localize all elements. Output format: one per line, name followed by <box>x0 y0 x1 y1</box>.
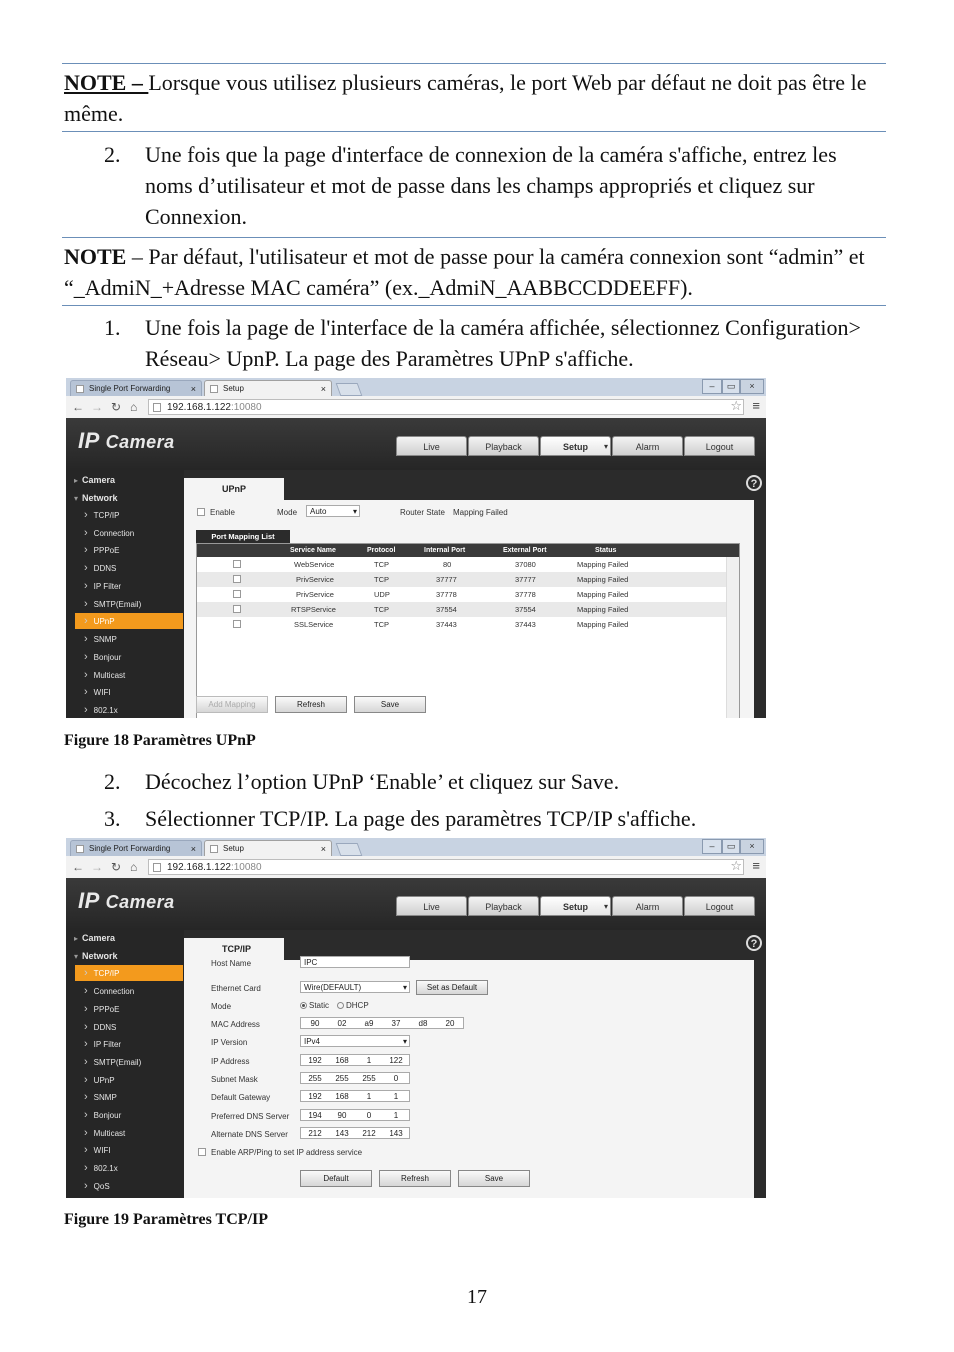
ip-address-field[interactable]: 192 168 1 122 <box>300 1054 410 1066</box>
mac-address-label: MAC Address <box>211 1020 260 1029</box>
add-mapping-button[interactable]: Add Mapping <box>196 696 268 713</box>
bookmark-star-icon[interactable]: ☆ <box>730 398 742 413</box>
step-number: 3. <box>104 806 121 831</box>
sidebar-item-ddns[interactable]: › DDNS <box>84 1019 116 1035</box>
sidebar-item-bonjour[interactable]: › Bonjour <box>84 649 121 665</box>
table-cell: RTSPService <box>291 605 336 614</box>
ethernet-card-select[interactable]: Wire(DEFAULT) ▾ <box>300 981 410 993</box>
router-state-value: Mapping Failed <box>453 508 508 517</box>
tcpip-panel <box>184 930 758 1198</box>
close-icon[interactable]: × <box>320 844 326 854</box>
bookmark-star-icon[interactable]: ☆ <box>730 858 742 873</box>
step-text: Une fois que la page d'interface de connexion de la caméra s'affiche, entrez les noms d’utilisateur et mot de passe dans les champs appropriés et cliquez sur Connexion. <box>145 142 837 229</box>
radio-icon <box>337 1002 344 1009</box>
home-icon[interactable]: ⌂ <box>130 860 138 874</box>
settings-sidebar <box>66 930 184 1198</box>
url-host: 192.168.1.122 <box>167 862 231 873</box>
ethernet-card-label: Ethernet Card <box>211 984 261 993</box>
browser-toolbar <box>66 396 766 419</box>
table-cell: 37554 <box>515 605 536 614</box>
step-text: Décochez l’option UPnP ‘Enable’ et cliquez sur Save. <box>145 769 620 794</box>
subnet-mask-field[interactable]: 255 255 255 0 <box>300 1072 410 1084</box>
sidebar-item-camera[interactable]: ▸ Camera <box>74 930 115 946</box>
sidebar-item-pppoe[interactable]: › PPPoE <box>84 542 119 558</box>
upnp-panel <box>184 470 758 718</box>
note-default-credentials <box>62 237 886 306</box>
table-cell: Mapping Failed <box>577 620 629 629</box>
browser-tab-bar <box>66 838 766 856</box>
table-cell: SSLService <box>294 620 334 629</box>
new-tab-button[interactable] <box>336 843 363 856</box>
save-button[interactable]: Save <box>458 1170 530 1187</box>
nav-tab-setup[interactable]: Setup ▾ <box>540 436 611 456</box>
page-icon <box>76 385 84 393</box>
close-icon[interactable]: × <box>190 844 196 854</box>
alternate-dns-label: Alternate DNS Server <box>211 1130 288 1139</box>
arp-ping-checkbox[interactable] <box>198 1148 206 1156</box>
home-icon[interactable]: ⌂ <box>130 400 138 414</box>
mac-address-field[interactable]: 90 02 a9 37 d8 20 <box>300 1017 464 1029</box>
table-cell: TCP <box>374 560 389 569</box>
window-close-icon[interactable]: × <box>740 839 764 854</box>
sidebar-item-8021x[interactable]: › 802.1x <box>84 702 118 718</box>
step-number: 1. <box>104 315 121 340</box>
sidebar-item-connection[interactable]: › Connection <box>84 525 134 541</box>
help-icon[interactable]: ? <box>746 475 762 491</box>
minimize-icon[interactable]: – <box>702 379 722 394</box>
mode-label: Mode <box>277 508 298 517</box>
sidebar-item-wifi[interactable]: › WIFI <box>84 1142 111 1158</box>
browser-tab-port-forwarding[interactable] <box>70 380 202 396</box>
back-arrow-icon[interactable]: ← <box>72 860 84 874</box>
step-text: Sélectionner TCP/IP. La page des paramètres TCP/IP s'affiche. <box>145 806 697 831</box>
table-cell: 37554 <box>436 605 457 614</box>
url-port: :10080 <box>230 402 262 413</box>
nav-tab-live[interactable]: Live <box>396 896 467 916</box>
sidebar-item-qos[interactable]: › QoS <box>84 1178 110 1194</box>
sidebar-item-upnp[interactable]: › UPnP <box>75 613 183 629</box>
table-cell: Mapping Failed <box>577 560 629 569</box>
table-cell: 37778 <box>515 590 536 599</box>
nav-tab-setup[interactable]: Setup ▾ <box>540 896 611 916</box>
window-close-icon[interactable]: × <box>740 379 764 394</box>
note-label: NOTE – <box>64 70 149 95</box>
settings-sidebar <box>66 470 184 718</box>
preferred-dns-field[interactable]: 194 90 0 1 <box>300 1109 410 1121</box>
column-header: External Port <box>503 547 547 554</box>
figure-caption: Figure 18 Paramètres UPnP <box>64 732 256 749</box>
tab-tcpip[interactable]: TCP/IP <box>184 938 284 960</box>
browser-toolbar <box>66 856 766 879</box>
forward-arrow-icon[interactable]: → <box>91 400 103 414</box>
table-row <box>197 602 727 617</box>
table-cell: PrivService <box>296 590 334 599</box>
refresh-button[interactable]: Refresh <box>275 696 347 713</box>
port-mapping-list-tab[interactable]: Port Mapping List <box>196 530 290 543</box>
sidebar-item-multicast[interactable]: › Multicast <box>84 667 125 683</box>
close-icon[interactable]: × <box>320 384 326 394</box>
ip-camera-logo: IP Camera <box>78 428 175 453</box>
page-icon <box>153 403 161 412</box>
mode-label: Mode <box>211 1002 232 1011</box>
page-icon <box>153 863 161 872</box>
minimize-icon[interactable]: – <box>702 839 722 854</box>
table-row <box>197 557 727 572</box>
alternate-dns-field[interactable]: 212 143 212 143 <box>300 1127 410 1139</box>
table-scrollbar[interactable] <box>726 557 739 718</box>
sidebar-item-ip-filter[interactable]: › IP Filter <box>84 1036 121 1052</box>
preferred-dns-label: Preferred DNS Server <box>211 1112 290 1121</box>
sidebar-item-pppoe[interactable]: › PPPoE <box>84 1001 119 1017</box>
table-cell: TCP <box>374 575 389 584</box>
sidebar-item-camera[interactable]: ▸ Camera <box>74 472 115 488</box>
sidebar-item-ddns[interactable]: › DDNS <box>84 560 116 576</box>
sidebar-item-tcpip[interactable]: › TCP/IP <box>84 507 119 523</box>
column-header: Service Name <box>290 547 336 554</box>
address-bar[interactable] <box>148 859 744 875</box>
panel-tab-strip <box>284 470 758 500</box>
back-arrow-icon[interactable]: ← <box>72 400 84 414</box>
sidebar-item-snmp[interactable]: › SNMP <box>84 631 117 647</box>
step-text: Une fois la page de l'interface de la caméra affichée, sélectionnez Configuration> Réseau> UpnP. La page des Paramètres UPnP s'affiche. <box>145 315 861 371</box>
tab-title: Setup <box>223 844 244 853</box>
sidebar-item-tcpip[interactable]: › TCP/IP <box>75 965 183 981</box>
table-cell: UDP <box>374 590 390 599</box>
tab-upnp[interactable]: UPnP <box>184 478 284 500</box>
set-as-default-button[interactable]: Set as Default <box>416 980 488 995</box>
ip-version-select[interactable]: IPv4 ▾ <box>300 1035 410 1047</box>
router-state-label: Router State <box>400 508 445 517</box>
column-header: Protocol <box>367 547 396 554</box>
sidebar-item-ip-filter[interactable]: › IP Filter <box>84 578 121 594</box>
subnet-mask-label: Subnet Mask <box>211 1075 258 1084</box>
radio-selected-icon <box>300 1002 307 1009</box>
default-gateway-field[interactable]: 192 168 1 1 <box>300 1090 410 1102</box>
ip-version-label: IP Version <box>211 1038 248 1047</box>
mode-static-radio[interactable]: Static <box>300 1001 329 1010</box>
table-cell: Mapping Failed <box>577 605 629 614</box>
page-icon <box>76 845 84 853</box>
reload-icon[interactable]: ↻ <box>111 860 122 874</box>
close-icon[interactable]: × <box>190 384 196 394</box>
table-cell: 37080 <box>515 560 536 569</box>
table-cell: TCP <box>374 620 389 629</box>
nav-tab-playback[interactable]: Playback <box>468 896 539 916</box>
step-uncheck-upnp <box>104 766 894 798</box>
table-row <box>197 587 727 602</box>
note-text: Lorsque vous utilisez plusieurs caméras, le port Web par défaut ne doit pas être le même. <box>64 70 867 126</box>
help-icon[interactable]: ? <box>746 935 762 951</box>
sidebar-item-smtp[interactable]: › SMTP(Email) <box>84 1054 141 1070</box>
table-cell: 37778 <box>436 590 457 599</box>
sidebar-item-bonjour[interactable]: › Bonjour <box>84 1107 121 1123</box>
column-header: Internal Port <box>424 547 466 554</box>
maximize-icon[interactable]: ▭ <box>722 839 740 854</box>
menu-icon[interactable]: ≡ <box>752 398 760 413</box>
sidebar-item-upnp[interactable]: › UPnP <box>84 1072 115 1088</box>
note-label: NOTE <box>64 244 127 269</box>
tab-title: Single Port Forwarding <box>89 844 171 853</box>
table-cell: WebService <box>294 560 335 569</box>
forward-arrow-icon[interactable]: → <box>91 860 103 874</box>
page-icon <box>210 845 218 853</box>
ip-address-label: IP Address <box>211 1057 250 1066</box>
port-mapping-table <box>196 543 740 718</box>
page-number: 17 <box>467 1286 487 1308</box>
table-cell: Mapping Failed <box>577 575 629 584</box>
mode-select[interactable]: Auto ▾ <box>306 505 360 517</box>
nav-tab-logout[interactable]: Logout <box>684 896 755 916</box>
figure-caption: Figure 19 Paramètres TCP/IP <box>64 1211 268 1228</box>
sidebar-item-wifi[interactable]: › WIFI <box>84 684 111 700</box>
table-row <box>197 572 727 587</box>
table-cell: 37443 <box>515 620 536 629</box>
host-name-input[interactable]: IPC <box>300 956 410 968</box>
nav-tab-alarm[interactable]: Alarm <box>612 896 683 916</box>
address-bar[interactable] <box>148 399 744 415</box>
arp-ping-label: Enable ARP/Ping to set IP address service <box>211 1148 363 1157</box>
step-select-tcpip <box>104 803 894 835</box>
new-tab-button[interactable] <box>336 383 363 396</box>
row-checkbox[interactable] <box>233 560 241 568</box>
table-cell: 37777 <box>515 575 536 584</box>
enable-checkbox[interactable] <box>197 508 205 516</box>
step-number: 2. <box>104 769 121 794</box>
default-gateway-label: Default Gateway <box>211 1093 271 1102</box>
menu-icon[interactable]: ≡ <box>752 858 760 873</box>
refresh-button[interactable]: Refresh <box>379 1170 451 1187</box>
sidebar-item-8021x[interactable]: › 802.1x <box>84 1160 118 1176</box>
tab-title: Single Port Forwarding <box>89 384 171 393</box>
row-checkbox[interactable] <box>233 620 241 628</box>
browser-tab-setup[interactable] <box>204 840 332 856</box>
table-cell: Mapping Failed <box>577 590 629 599</box>
note-text: – Par défaut, l'utilisateur et mot de passe pour la caméra connexion sont “admin” et “_AdmiN_+Adresse MAC caméra” (ex._AdmiN_AABBCCDDEEFF). <box>64 244 865 300</box>
host-name-label: Host Name <box>211 959 252 968</box>
tab-title: Setup <box>223 384 244 393</box>
sidebar-item-multicast[interactable]: › Multicast <box>84 1125 125 1141</box>
row-checkbox[interactable] <box>233 575 241 583</box>
ip-camera-logo: IP Camera <box>78 888 175 913</box>
step-login <box>104 139 894 234</box>
column-header: Status <box>595 547 617 554</box>
tcpip-screenshot <box>66 838 766 1198</box>
sidebar-item-snmp[interactable]: › SNMP <box>84 1089 117 1105</box>
sidebar-item-smtp[interactable]: › SMTP(Email) <box>84 596 141 612</box>
nav-tab-logout[interactable]: Logout <box>684 436 755 456</box>
save-button[interactable]: Save <box>354 696 426 713</box>
enable-label: Enable <box>210 508 235 517</box>
page-icon <box>210 385 218 393</box>
table-cell: PrivService <box>296 575 334 584</box>
table-row <box>197 617 727 632</box>
nav-tab-playback[interactable]: Playback <box>468 436 539 456</box>
table-cell: TCP <box>374 605 389 614</box>
url-host: 192.168.1.122 <box>167 402 231 413</box>
step-number: 2. <box>104 142 121 167</box>
table-cell: 80 <box>443 560 452 569</box>
sidebar-item-network[interactable]: ▾ Network <box>74 490 118 506</box>
sidebar-item-network[interactable]: ▾ Network <box>74 948 118 964</box>
mode-dhcp-radio[interactable]: DHCP <box>337 1001 369 1010</box>
table-cell: 37443 <box>436 620 457 629</box>
row-checkbox[interactable] <box>233 605 241 613</box>
step-open-upnp <box>104 312 894 376</box>
table-cell: 37777 <box>436 575 457 584</box>
browser-tab-bar <box>66 378 766 396</box>
maximize-icon[interactable]: ▭ <box>722 379 740 394</box>
nav-tab-alarm[interactable]: Alarm <box>612 436 683 456</box>
sidebar-item-connection[interactable]: › Connection <box>84 983 134 999</box>
upnp-screenshot <box>66 378 766 718</box>
row-checkbox[interactable] <box>233 590 241 598</box>
note-web-port <box>62 63 886 132</box>
default-button[interactable]: Default <box>300 1170 372 1187</box>
nav-tab-live[interactable]: Live <box>396 436 467 456</box>
browser-tab-setup[interactable] <box>204 380 332 396</box>
url-port: :10080 <box>230 862 262 873</box>
browser-tab-port-forwarding[interactable] <box>70 840 202 856</box>
table-header <box>197 544 739 557</box>
reload-icon[interactable]: ↻ <box>111 400 122 414</box>
